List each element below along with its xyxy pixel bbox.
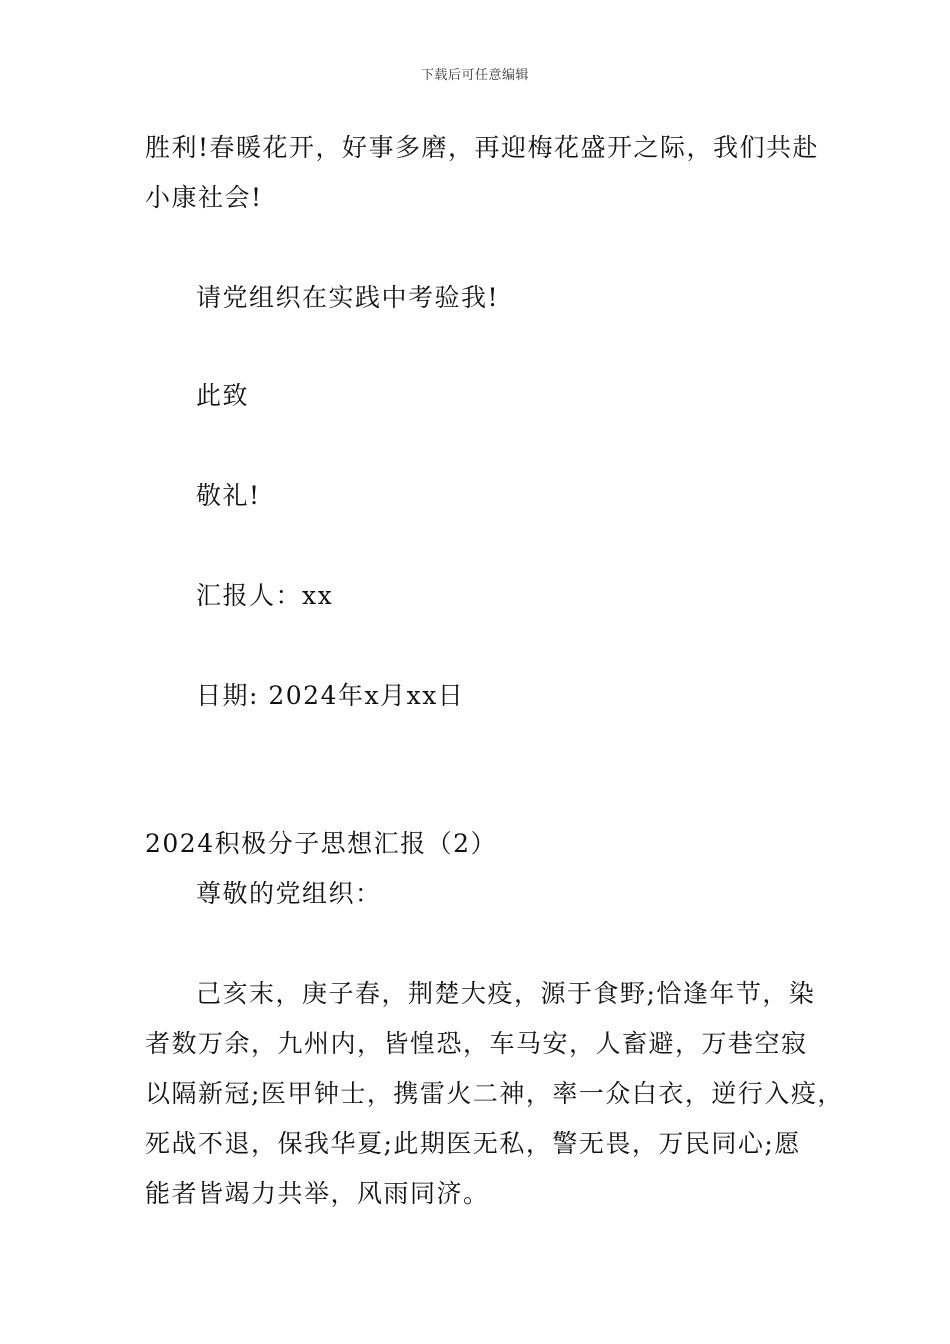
paragraph-line: 能者皆竭力共举，风雨同济。 xyxy=(145,1179,490,1208)
greeting-line: 尊敬的党组织： xyxy=(196,879,382,908)
closing-salutation: 此致 xyxy=(196,381,250,410)
closing-regards: 敬礼! xyxy=(196,481,261,510)
paragraph-line: 己亥末，庚子春，荆楚大疫，源于食野;恰逢年节，染 xyxy=(196,979,816,1008)
paragraph-line: 请党组织在实践中考验我! xyxy=(196,283,500,312)
paragraph-line: 者数万余，九州内，皆惶恐，车马安，人畜避，万巷空寂 xyxy=(145,1029,808,1058)
paragraph-line: 胜利!春暖花开，好事多磨，再迎梅花盛开之际，我们共赴 xyxy=(145,133,820,162)
section-title: 2024积极分子思想汇报（2） xyxy=(145,829,498,858)
date-line: 日期: 2024年x月xx日 xyxy=(196,681,465,710)
reporter-line: 汇报人：xx xyxy=(196,581,334,610)
paragraph-line: 小康社会! xyxy=(145,183,263,212)
paragraph-line: 以隔新冠;医甲钟士，携雷火二神，率一众白衣，逆行入疫， xyxy=(145,1079,844,1108)
paragraph-line: 死战不退，保我华夏;此期医无私，警无畏，万民同心;愿 xyxy=(145,1129,801,1158)
page-header: 下载后可任意编辑 xyxy=(420,68,529,83)
